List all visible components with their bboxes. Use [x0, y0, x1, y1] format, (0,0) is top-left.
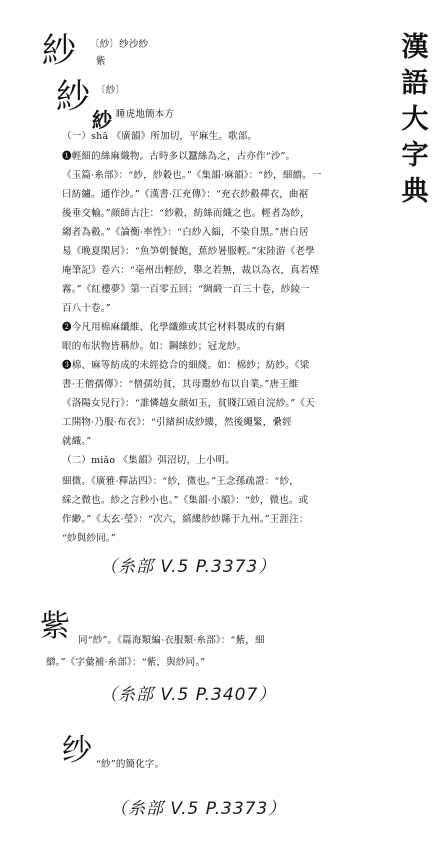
entry1-line-20: 綵之微也。紗之言秒小也。”《集韻·小韻》：“紗，微也。或	[62, 495, 309, 506]
entry1-line-8: 庵筆記》卷六：“亳州出輕紗，舉之若無，裁以為衣，真若煙	[62, 265, 320, 276]
entry1-line-9: 霧。”《紅樓夢》第一百零五回：“綢緞一百三十卷，紗綾一	[62, 284, 310, 295]
annotation-2: （糸部 V.5 P.3407）	[100, 685, 277, 705]
entry1-line-17: 就織。”	[62, 436, 92, 447]
entry1-line-7: 易《晚夏閑居》：“魚笋朝餐飽，蕉紗暑服輕。”宋陸游《老學	[62, 246, 315, 257]
entry1-line-11: ❷今凡用棉麻纖維、化學纖維或其它材料製成的有網	[62, 322, 286, 333]
entry1-line-3: 《玉篇·糸部》：“紗，紗穀也。”《集韻·麻韻》：“紗，細繒。一	[62, 170, 322, 181]
entry1-line-16: 工開物·乃服·布衣》：“引緒糾成紗縷，然後繩緊，纍經	[62, 417, 292, 428]
entry1-line-18: （二）miǎo 《集韻》弭沼切，上小明。	[62, 455, 235, 466]
title-char-1: 漢	[401, 32, 429, 63]
entry1-line-13: ❸棉、麻等紡成的未經捻合的細綫。如：棉紗；紡紗。《梁	[62, 360, 310, 371]
entry1-seal-char: 紗	[92, 108, 112, 132]
entry1-line-21: 作緲。”《太玄·瑩》：“次六，縝縷紗紗縣于九州。”王涯注：	[62, 514, 309, 525]
entry1-line-1: （一）shā 《廣韻》所加切，平麻生。歌部。	[62, 131, 258, 142]
entry1-line-22: “紗與紗同。”	[62, 533, 116, 544]
dictionary-title	[398, 30, 432, 210]
entry2-line-2: 繒。”《字彙補·糸部》：“紫，與紗同。”	[46, 657, 206, 668]
title-char-4: 字	[401, 140, 429, 171]
title-char-2: 語	[401, 68, 429, 99]
entry1-head-char: 紗	[42, 31, 76, 71]
entry1-line-15: 《洛陽女兒行》：“誰憐越女顔如玉，貧賤江頭自浣紗。”《天	[62, 398, 315, 409]
entry3-head-char: 纱	[62, 733, 92, 768]
entry1-line-4: 曰紡纑。通作沙。”《漢書·江充傳》：“充衣紗縠禪衣，曲裾	[62, 189, 309, 200]
entry1-line-2: ❶輕細的絲麻織物。古時多以蠶絲為之，古亦作“沙”。	[62, 151, 296, 162]
entry1-line-19: 細微。《廣雅·釋詁四》：“紗，微也。”王念孫疏證：“紗，	[62, 476, 299, 487]
entry1-line-10: 百八十卷。”	[62, 303, 111, 314]
annotation-1: （糸部 V.5 P.3373）	[100, 557, 277, 577]
entry2-line-1: 同“紗”。《篇海類編·衣服類·糸部》：“紫，細	[78, 635, 265, 646]
entry1-line-12: 眼的布狀物皆稱紗。如：鋼絲紗；冠龙紗。	[62, 341, 247, 352]
entry1-variant-note: 〔紗〕	[96, 85, 126, 96]
title-char-3: 大	[401, 104, 429, 135]
entry1-line-5: 後垂交輸。”顔師古注：“紗縠，紡絲而織之也。輕者為紗，	[62, 208, 310, 219]
entry1-note-b: 紫	[96, 56, 106, 67]
entry3-line-1: “紗”的簡化字。	[96, 759, 165, 770]
entry1-line-14: 書·王僧孺傳》：“僧孺幼貧，其母鬻紗布以自業。”唐王維	[62, 379, 299, 390]
entry1-seal-note: 睡虎地簡本方	[116, 109, 175, 120]
entry1-line-6: 縐者為縠。”《論衡·率性》：“白紗入緇，不染自黑。”唐白居	[62, 227, 309, 238]
entry2-head-char: 紫	[40, 609, 70, 644]
title-char-5: 典	[401, 176, 429, 207]
entry1-variant-char: 紗	[56, 77, 90, 117]
entry1-note-a: 〔紗〕纱沙紗	[90, 39, 149, 50]
annotation-3: （糸部 V.5 P.3373）	[110, 799, 287, 819]
